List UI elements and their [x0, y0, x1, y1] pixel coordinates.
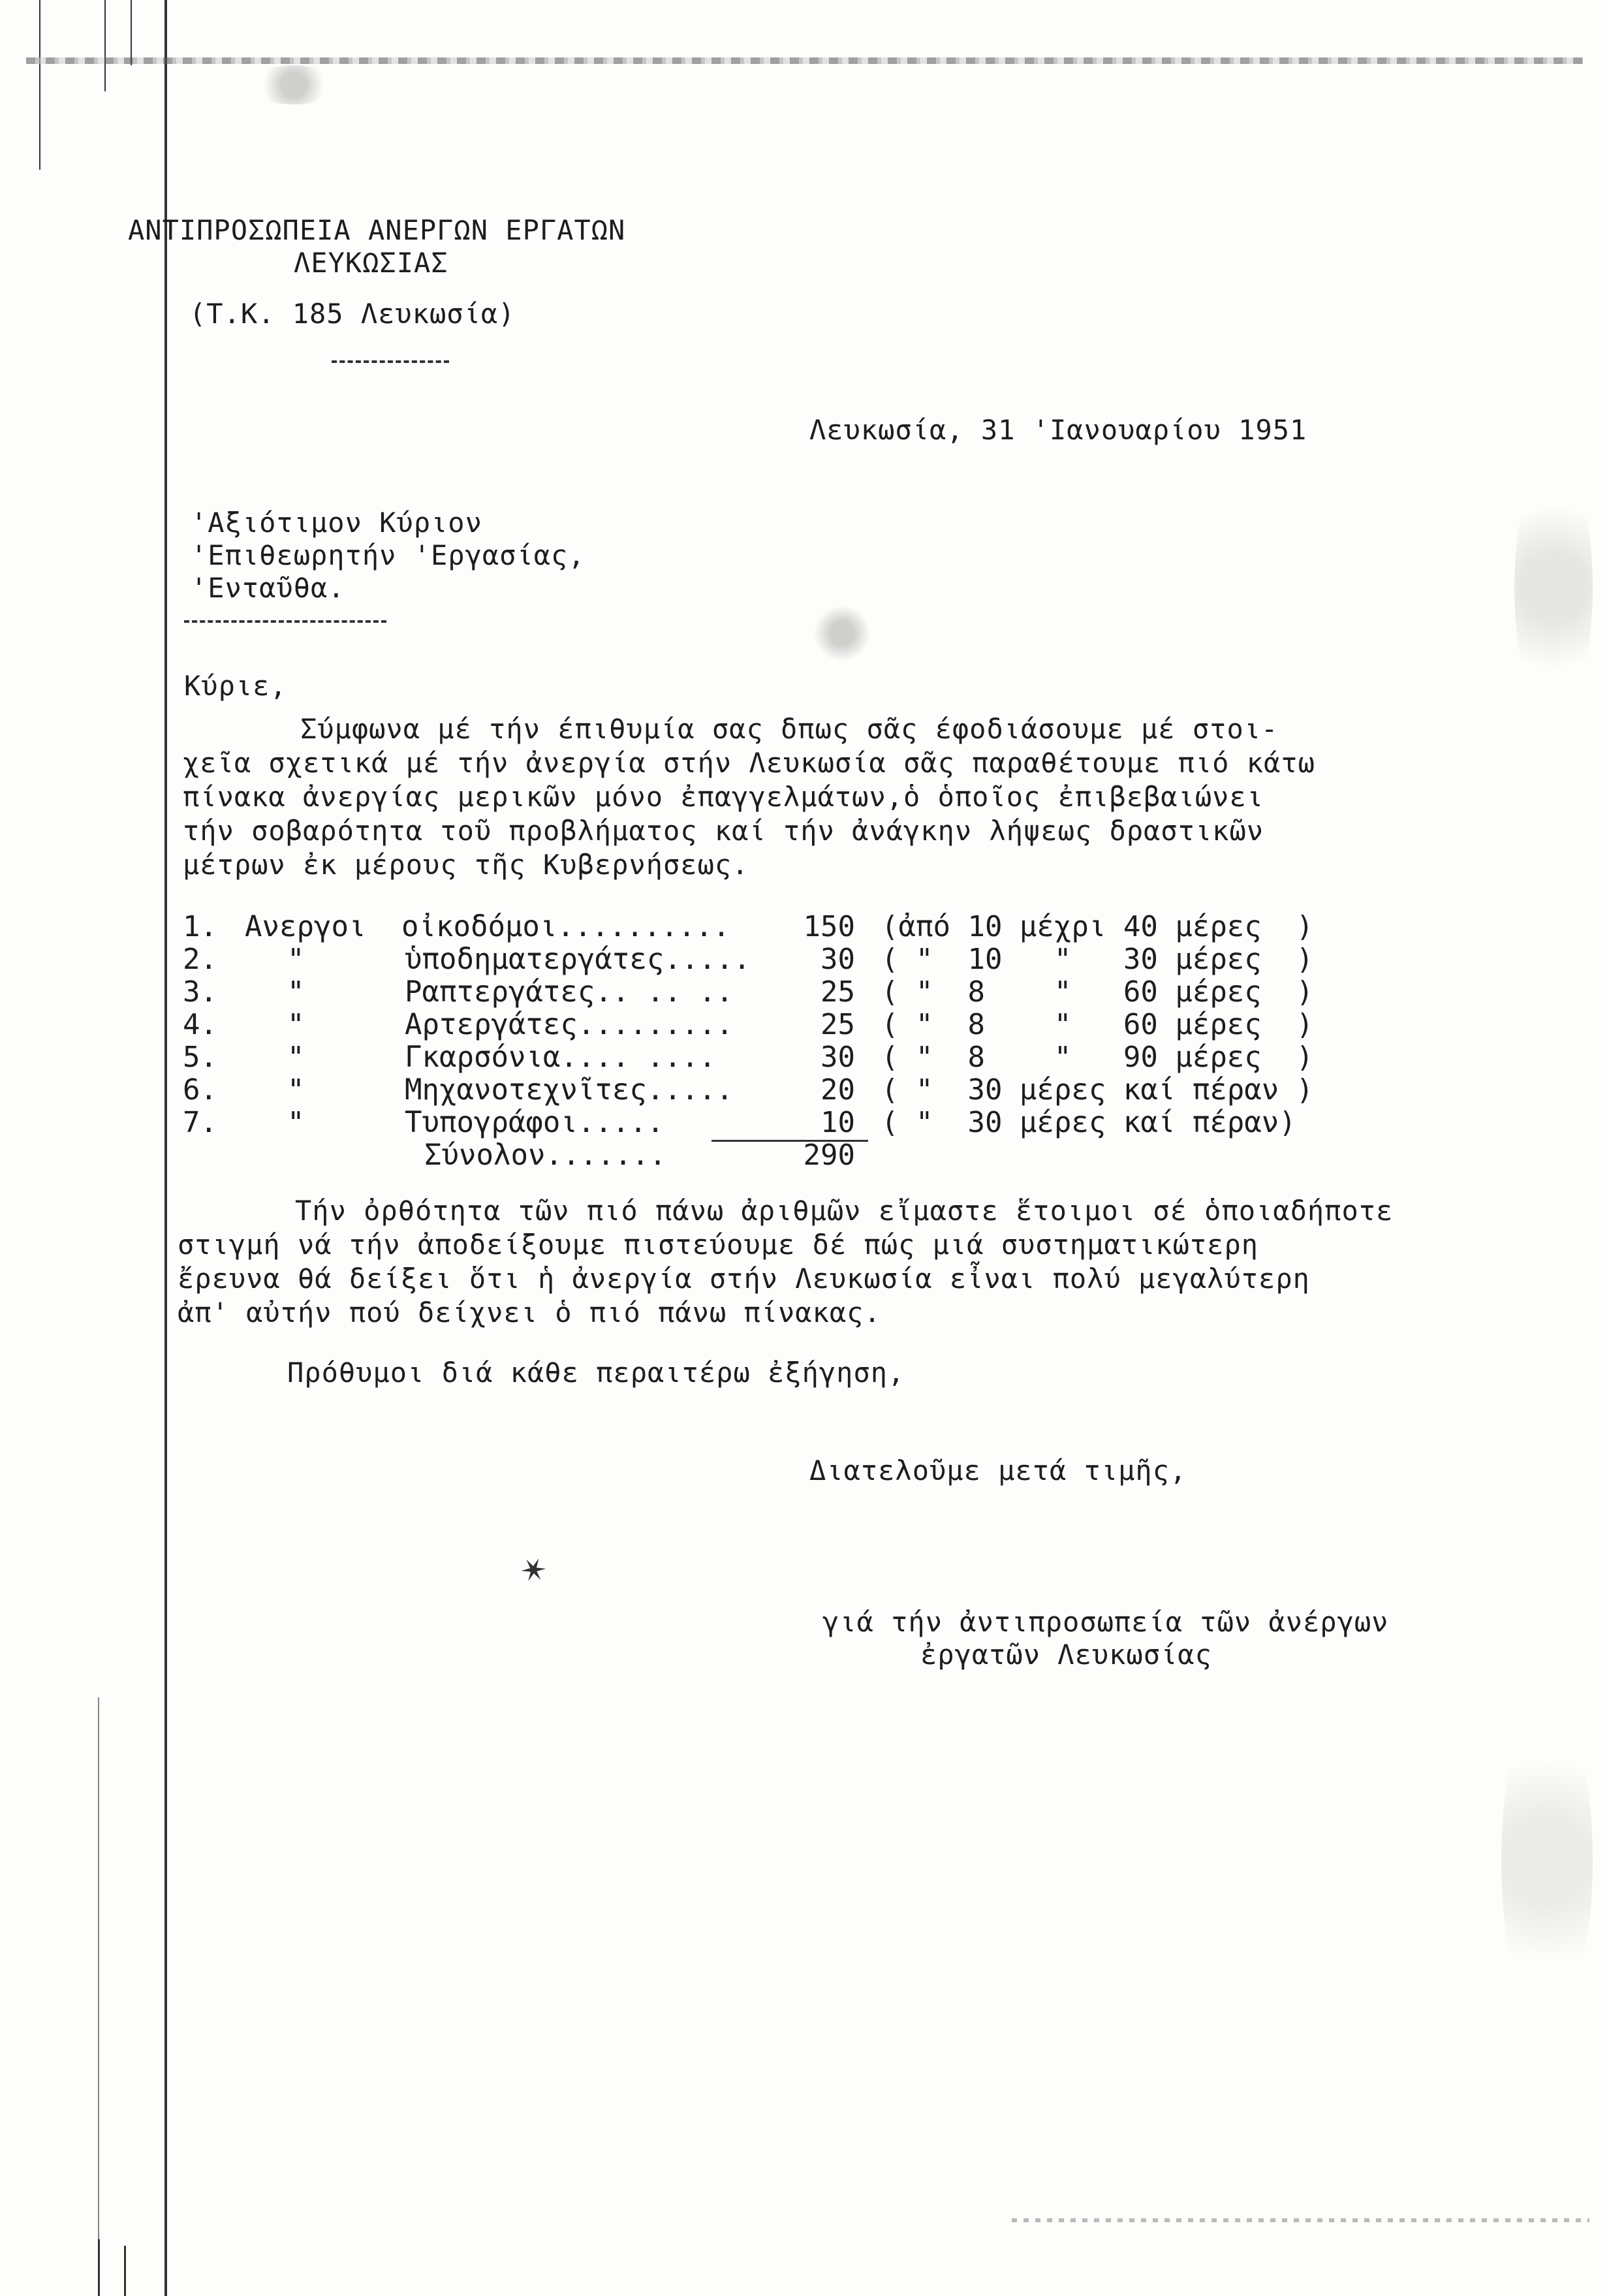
row-range: ( " 8 " 60 μέρες ): [881, 1008, 1314, 1041]
organization-city: ΛΕΥΚΩΣΙΑΣ: [294, 247, 448, 279]
row-count: 30: [820, 1041, 855, 1074]
scan-speck: [248, 65, 339, 104]
recipient-divider: [184, 620, 386, 623]
salutation: Κύριε,: [184, 670, 287, 702]
row-prefix: ": [287, 1106, 305, 1139]
intro-line: Σύμφωνα μέ τήν έπιθυμία σας δπως σᾶς έφοδιάσουμε μέ στοι-: [300, 713, 1279, 745]
intro-line: τήν σοβαρότητα τοῦ προβλήματος καί τήν ἀνάγκην λήψεως δραστικῶν: [183, 815, 1264, 847]
row-trade: Μηχανοτεχνῖτες.....: [405, 1073, 734, 1107]
row-number: 3.: [183, 975, 217, 1009]
row-prefix: ": [287, 1073, 305, 1107]
row-range: ( " 8 " 60 μέρες ): [881, 975, 1314, 1009]
row-prefix: Ανεργοι: [245, 910, 366, 943]
recipient-line: 'Αξιότιμον Κύριον: [191, 507, 482, 539]
row-prefix: ": [287, 1008, 305, 1041]
row-trade: ὑποδηματεργάτες.....: [405, 943, 751, 976]
po-box: (Τ.Κ. 185 Λευκωσία): [189, 298, 516, 330]
row-count: 10: [820, 1106, 855, 1139]
scan-speck: [1514, 457, 1593, 718]
row-count: 20: [820, 1073, 855, 1107]
scan-bottom-edge: [1012, 2218, 1589, 2222]
row-count: 150: [803, 910, 855, 943]
scan-speck: [803, 607, 881, 659]
body-line: στιγμή νά τήν ἀποδείξουμε πιστεύουμε δέ πώς μιά συστηματικώτερη: [178, 1229, 1259, 1261]
binding-line: [131, 0, 132, 65]
organization-name: ΑΝΤΙΠΡΟΣΩΠΕΙΑ ΑΝΕΡΓΩΝ ΕΡΓΑΤΩΝ: [128, 214, 626, 246]
row-range: ( " 8 " 90 μέρες ): [881, 1041, 1314, 1074]
row-trade: Τυπογράφοι.....: [405, 1106, 664, 1139]
binding-line: [39, 0, 40, 170]
body-line: Τήν ὀρθότητα τῶν πιό πάνω ἀριθμῶν εἴμαστε ἕτοιμοι σέ ὁποιαδήποτε: [295, 1195, 1394, 1227]
header-divider: [332, 360, 449, 363]
body-line: ἔρευνα θά δείξει ὅτι ἡ ἀνεργία στήν Λευκωσία εἶναι πολύ μεγαλύτερη: [178, 1263, 1310, 1295]
total-value: 290: [803, 1139, 855, 1172]
ink-mark-icon: ✶: [513, 1543, 555, 1595]
binding-line: [124, 2246, 126, 2296]
row-prefix: ": [287, 975, 305, 1009]
closing-offer: Πρόθυμοι διά κάθε περαιτέρω ἐξήγηση,: [287, 1357, 905, 1389]
letter-date: Λευκωσία, 31 'Ιανουαρίου 1951: [809, 414, 1307, 446]
row-count: 30: [820, 943, 855, 976]
row-number: 7.: [183, 1106, 217, 1139]
binding-line: [98, 1697, 99, 2296]
total-label: Σύνολον.......: [424, 1139, 666, 1172]
row-number: 5.: [183, 1041, 217, 1074]
row-number: 4.: [183, 1008, 217, 1041]
recipient-line: 'Επιθεωρητήν 'Εργασίας,: [191, 539, 586, 571]
row-range: ( " 10 " 30 μέρες ): [881, 943, 1314, 976]
binding-line: [164, 0, 167, 2296]
sign-off: Διατελοῦμε μετά τιμῆς,: [809, 1455, 1187, 1486]
recipient-line: 'Ενταῦθα.: [191, 572, 345, 604]
row-prefix: ": [287, 1041, 305, 1074]
row-trade: Ραπτεργάτες.. .. ..: [405, 975, 734, 1009]
row-trade: οἰκοδόμοι..........: [401, 910, 730, 943]
row-count: 25: [820, 1008, 855, 1041]
row-range: (ἀπό 10 μέχρι 40 μέρες ): [881, 910, 1314, 943]
intro-line: πίνακα ἀνεργίας μερικῶν μόνο ἐπαγγελμάτων,ὁ ὁποῖος ἐπιβεβαιώνει: [183, 781, 1264, 813]
scan-top-edge: [26, 57, 1583, 64]
body-line: ἀπ' αὐτήν πού δείχνει ὁ πιό πάνω πίνακας.: [178, 1297, 881, 1329]
intro-line: μέτρων ἐκ μέρους τῆς Κυβερνήσεως.: [183, 849, 749, 881]
row-trade: Αρτεργάτες.........: [405, 1008, 734, 1041]
scan-speck: [1501, 1697, 1593, 2024]
binding-line: [98, 2239, 100, 2296]
binding-line: [104, 0, 106, 91]
row-range: ( " 30 μέρες καί πέραν ): [881, 1073, 1314, 1107]
row-number: 1.: [183, 910, 217, 943]
row-trade: Γκαρσόνια.... ....: [405, 1041, 716, 1074]
row-prefix: ": [287, 943, 305, 976]
intro-line: χεῖα σχετικά μέ τήν ἀνεργία στήν Λευκωσία σᾶς παραθέτουμε πιό κάτω: [183, 747, 1315, 779]
row-number: 2.: [183, 943, 217, 976]
row-number: 6.: [183, 1073, 217, 1107]
signature-line: ἐργατῶν Λευκωσίας: [920, 1639, 1212, 1671]
row-count: 25: [820, 975, 855, 1009]
signature-line: γιά τήν ἀντιπροσωπεία τῶν ἀνέργων: [822, 1606, 1389, 1638]
row-range: ( " 30 μέρες καί πέραν): [881, 1106, 1296, 1139]
